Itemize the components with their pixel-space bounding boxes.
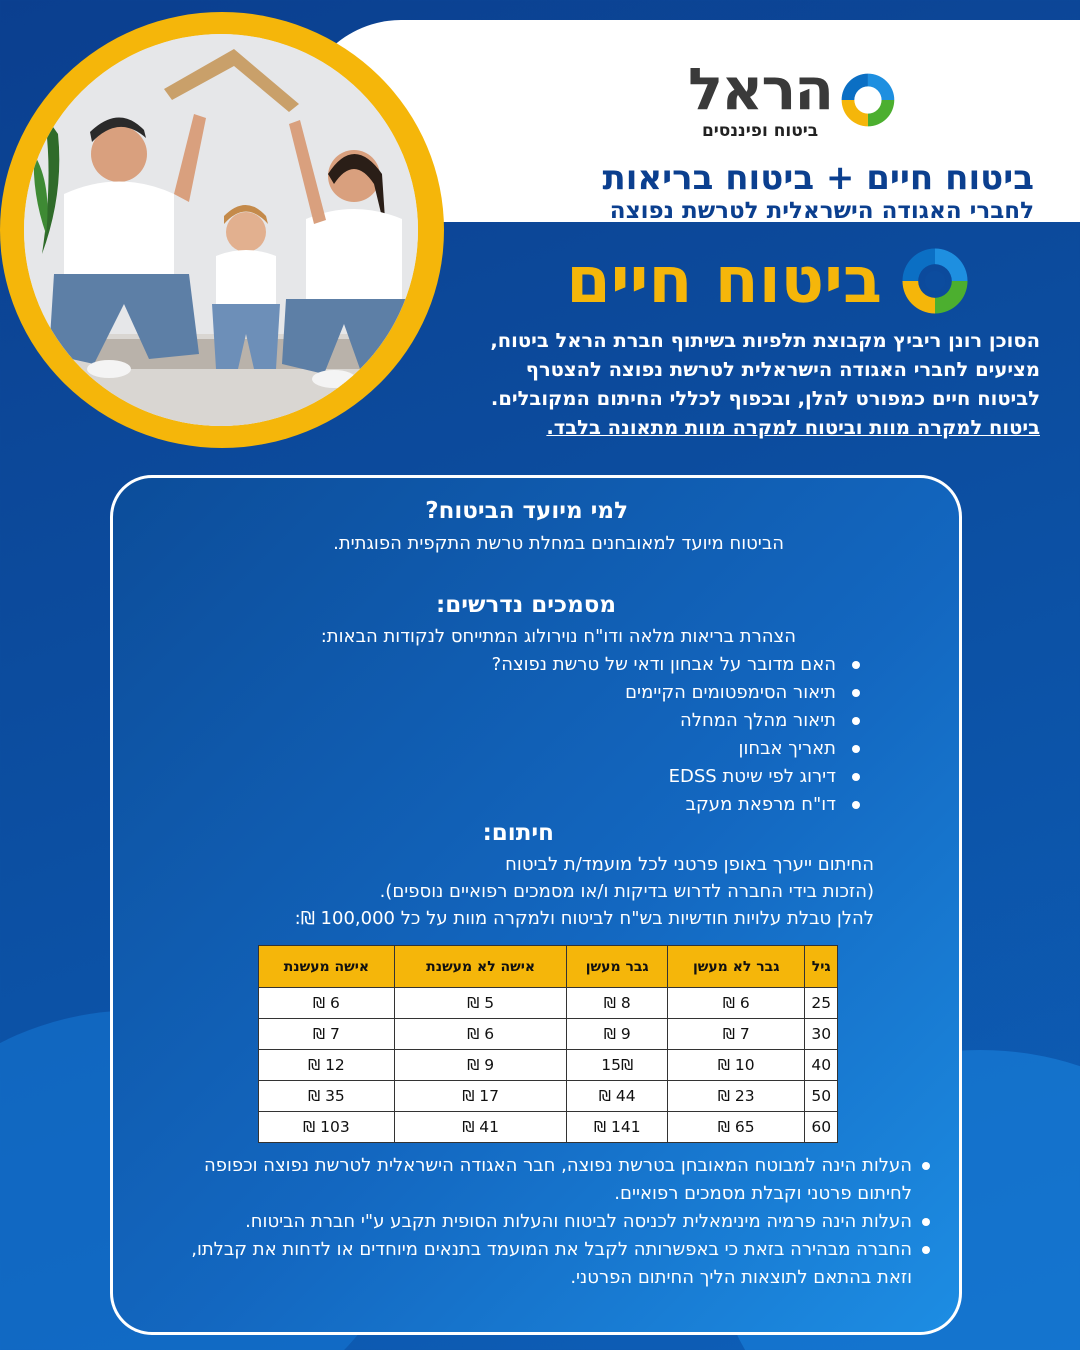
brand-tagline: ביטוח ופיננסים bbox=[701, 121, 819, 141]
underwriting-title: חיתום: bbox=[482, 820, 554, 846]
list-item: תיאור מהלך המחלה bbox=[492, 707, 860, 735]
list-item: תיאור הסימפטומים הקיימים bbox=[492, 679, 860, 707]
notes-list bbox=[160, 1152, 930, 1292]
main-title-group bbox=[566, 236, 972, 326]
table-header-row bbox=[259, 946, 838, 988]
table-cell: 65 ₪ bbox=[667, 1112, 804, 1143]
table-cell: 30 bbox=[805, 1019, 838, 1050]
documents-intro: הצהרת בריאות מלאה ודו"ח נוירולוג המתייחס לנקודות הבאות: bbox=[320, 626, 796, 647]
underwriting-line-1: החיתום ייערך באופן פרטני לכל מועמד/ת לביטוח bbox=[505, 854, 874, 875]
table-cell: 7 ₪ bbox=[259, 1019, 395, 1050]
underwriting-line-3: להלן טבלת עלויות חודשיות בש"ח לביטוח ולמקרה מוות על כל 100,000 ₪: bbox=[294, 908, 874, 929]
table-cell: 60 bbox=[805, 1112, 838, 1143]
note-item: העלות הינה למבוטח המאובחן בטרשת נפוצה, חבר האגודה הישראלית לטרשת נפוצה וכפופה לחיתום פרטני וקבלת מסמכים רפואיים. bbox=[160, 1152, 930, 1208]
list-item: דירוג לפי שיטת EDSS bbox=[492, 763, 860, 791]
table-cell: 5 ₪ bbox=[394, 988, 567, 1019]
table-cell: 9 ₪ bbox=[394, 1050, 567, 1081]
header-title: ביטוח חיים + ביטוח בריאות bbox=[602, 158, 1034, 198]
table-row bbox=[259, 1081, 838, 1112]
table-row bbox=[259, 1050, 838, 1081]
main-title: ביטוח חיים bbox=[566, 244, 882, 318]
intro-line-1: הסוכן רונן ריביץ מקבוצת תלפיות בשיתוף חברת הראל ביטוח, bbox=[490, 329, 1040, 352]
header-woman-nonsmoker: אישה לא מעשנת bbox=[394, 946, 567, 988]
underwriting-line-2: (הזכות בידי החברה לדרוש בדיקות ו/או מסמכים רפואיים נוספים). bbox=[379, 881, 874, 902]
table-cell: 23 ₪ bbox=[667, 1081, 804, 1112]
family-illustration bbox=[24, 34, 418, 426]
bullet-icon bbox=[852, 745, 860, 753]
table-cell: 50 bbox=[805, 1081, 838, 1112]
list-item: דו"ח מרפאת מעקב bbox=[492, 791, 860, 819]
harel-swirl-icon bbox=[898, 244, 972, 318]
table-cell: 141 ₪ bbox=[567, 1112, 668, 1143]
intro-line-2: מציעים לחברי האגודה הישראלית לטרשת נפוצה להצטרף bbox=[525, 358, 1040, 381]
harel-swirl-icon bbox=[838, 67, 898, 133]
header-age: גיל bbox=[805, 946, 838, 988]
table-cell: 44 ₪ bbox=[567, 1081, 668, 1112]
table-cell: 8 ₪ bbox=[567, 988, 668, 1019]
table-cell: 6 ₪ bbox=[394, 1019, 567, 1050]
table-cell: 10 ₪ bbox=[667, 1050, 804, 1081]
header-subtitle: לחברי האגודה הישראלית לטרשת נפוצה bbox=[609, 198, 1034, 224]
table-cell: 6 ₪ bbox=[259, 988, 395, 1019]
header-man-smoker: גבר מעשן bbox=[567, 946, 668, 988]
table-row bbox=[259, 1112, 838, 1143]
price-table bbox=[258, 945, 838, 1143]
documents-title: מסמכים נדרשים: bbox=[436, 592, 616, 618]
bullet-icon bbox=[852, 661, 860, 669]
table-cell: 6 ₪ bbox=[667, 988, 804, 1019]
table-cell: 103 ₪ bbox=[259, 1112, 395, 1143]
table-cell: 25 bbox=[805, 988, 838, 1019]
intro-line-3: לביטוח חיים כמפורט להלן, ובכפוף לכללי החיתום המקובלים. bbox=[490, 387, 1040, 410]
bullet-icon bbox=[852, 773, 860, 781]
table-cell: 40 bbox=[805, 1050, 838, 1081]
documents-list bbox=[492, 651, 860, 819]
note-item: העלות הינה פרמיה מינימאלית לכניסה לביטוח והעלות הסופית תקבע ע"י חברת הביטוח. bbox=[160, 1208, 930, 1236]
bullet-icon bbox=[852, 801, 860, 809]
bullet-icon bbox=[852, 717, 860, 725]
note-item: החברה מבהירה בזאת כי באפשרותה לקבל את המועמד בתנאים מיוחדים או לדחות את קבלתו, וזאת בהתאם לתוצאות הליך החיתום הפרטני. bbox=[160, 1236, 930, 1292]
bullet-icon bbox=[852, 689, 860, 697]
intro-paragraph bbox=[440, 326, 1040, 442]
table-cell: 35 ₪ bbox=[259, 1081, 395, 1112]
who-title: למי מיועד הביטוח? bbox=[425, 498, 628, 524]
table-cell: 15₪ bbox=[567, 1050, 668, 1081]
table-cell: 9 ₪ bbox=[567, 1019, 668, 1050]
list-item: האם מדובר על אבחון ודאי של טרשת נפוצה? bbox=[492, 651, 860, 679]
header-man-nonsmoker: גבר לא מעשן bbox=[667, 946, 804, 988]
table-row bbox=[259, 1019, 838, 1050]
table-cell: 41 ₪ bbox=[394, 1112, 567, 1143]
table-row bbox=[259, 988, 838, 1019]
table-cell: 17 ₪ bbox=[394, 1081, 567, 1112]
brand-logo bbox=[688, 50, 898, 150]
list-item: תאריך אבחון bbox=[492, 735, 860, 763]
brand-name: הראל bbox=[688, 55, 833, 123]
table-cell: 7 ₪ bbox=[667, 1019, 804, 1050]
table-cell: 12 ₪ bbox=[259, 1050, 395, 1081]
intro-underlined: ביטוח למקרה מוות וביטוח למקרה מוות מתאונה בלבד. bbox=[546, 416, 1040, 439]
family-photo bbox=[24, 34, 418, 426]
header-woman-smoker: אישה מעשנת bbox=[259, 946, 395, 988]
who-text: הביטוח מיועד למאובחנים במחלת טרשת התקפית הפוגתית. bbox=[333, 533, 784, 554]
